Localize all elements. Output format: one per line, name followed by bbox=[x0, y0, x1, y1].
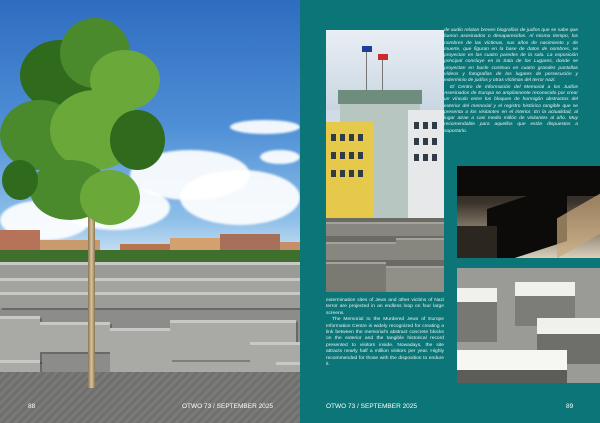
english-text-column bbox=[326, 298, 444, 368]
paragraph: de audio relatan breves biografías de judíos que se sabe que fueron asesinados o desaparecidos. Al mismo tiempo, los nombres de las víctimas, sus años de nacimiento y de muerte, que figuran en la base de datos de nombres, se proyectan en las cuatro paredes de la sala. La exposición principal concluye en la Sala de los Lugares, donde se proyectan en bucle continuo en cuatro grandes pantallas vídeos y fotografías de los lugares de persecución y exterminio de judíos y otras víctimas del terror nazi. bbox=[444, 28, 578, 84]
paragraph: The Memorial to the Murdered Jews of Europe Information Centre is widely recognized for creating a link between the memorial's abstract concrete blocks on the exterior and the tangible historical record presented to visitors inside. Nowadays, the site attracts nearly half a million visitors per year. Highly recommended for those with the disposition to endure it. bbox=[326, 317, 444, 368]
photo-berlin-street bbox=[326, 30, 444, 292]
spanish-text-column bbox=[444, 28, 578, 135]
cobblestone-pavement bbox=[0, 372, 300, 423]
running-footer: OTWO 73 / SEPTEMBER 2025 bbox=[182, 403, 274, 410]
cloud bbox=[180, 170, 300, 225]
photo-stelae-blocks bbox=[457, 268, 600, 383]
page-number: 88 bbox=[28, 403, 36, 410]
cloud bbox=[230, 120, 300, 134]
paragraph: extermination sites of Jews and other victims of Nazi terror are projected in an endless loop on four large screens. bbox=[326, 298, 444, 316]
cloud bbox=[260, 150, 300, 164]
page-number: 89 bbox=[566, 403, 574, 410]
photo-stelae-shadow bbox=[457, 166, 600, 258]
running-footer: OTWO 73 / SEPTEMBER 2025 bbox=[326, 403, 418, 410]
paragraph: El Centro de Información del Memorial a los Judíos Asesinados de Europa se ampliamente reconocido por crear un vínculo entre los bloques de hormigón abstractos del exterior del memorial y el registro histórico tangible que se presenta a los visitantes en el interior. En la actualidad, al lugar atrae a casi medio millón de visitantes al año. Muy recomendable para aquellos que están dispuestos a soportarlo. bbox=[444, 84, 578, 134]
